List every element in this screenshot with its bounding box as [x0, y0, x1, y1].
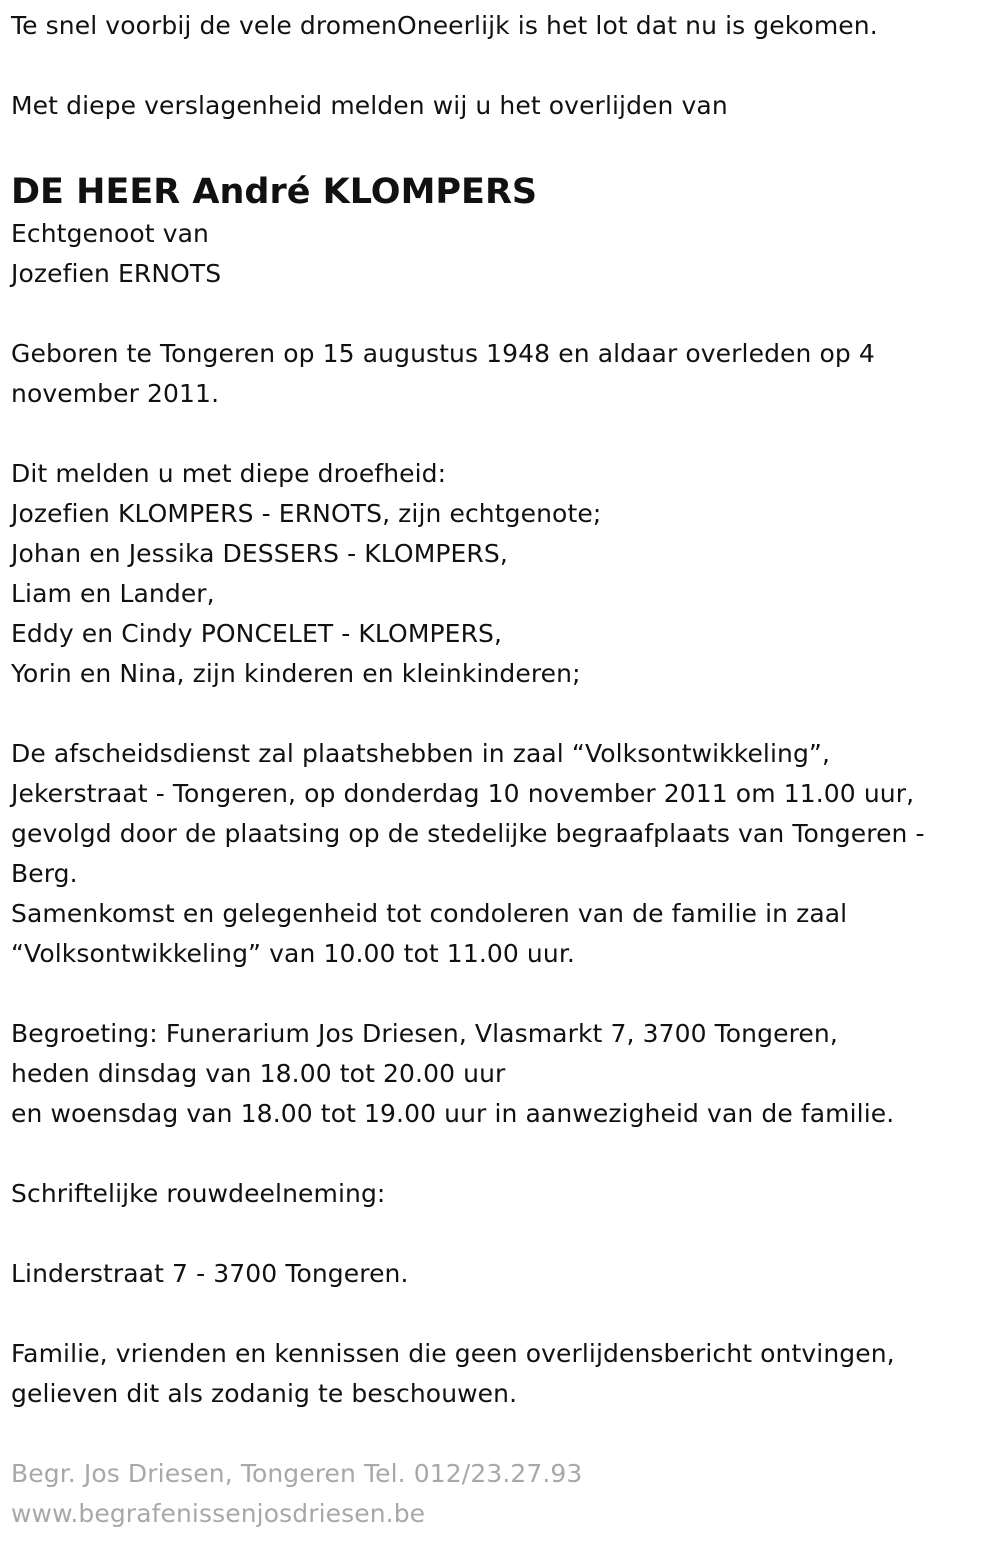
condolence-label: Schriftelijke rouwdeelneming: — [11, 1179, 386, 1208]
notice-paragraph — [11, 1334, 991, 1414]
paragraph-line: gevolgd door de plaatsing op de stedelijke begraafplaats van Tongeren - — [11, 819, 925, 848]
family-intro: Dit melden u met diepe droefheid: — [11, 459, 447, 488]
family-member: Yorin en Nina, zijn kinderen en kleinkinderen; — [11, 659, 581, 688]
intro-poem: Te snel voorbij de vele dromenOneerlijk is het lot dat nu is gekomen. — [11, 11, 878, 40]
spacer — [11, 126, 991, 166]
spacer — [11, 1214, 991, 1254]
spacer — [11, 974, 991, 1014]
spouse-name: Jozefien ERNOTS — [11, 259, 222, 288]
condolence-address: Linderstraat 7 - 3700 Tongeren. — [11, 1259, 409, 1288]
family-member: Johan en Jessika DESSERS - KLOMPERS, — [11, 539, 508, 568]
paragraph-line: Begroeting: Funerarium Jos Driesen, Vlasmarkt 7, 3700 Tongeren, — [11, 1019, 838, 1048]
spacer — [11, 694, 991, 734]
paragraph-line: Jekerstraat - Tongeren, op donderdag 10 november 2011 om 11.00 uur, — [11, 779, 915, 808]
website-link[interactable]: www.begrafenissenjosdriesen.be — [11, 1499, 426, 1528]
undertaker-info: Begr. Jos Driesen, Tongeren Tel. 012/23.27.93 — [11, 1459, 583, 1488]
footer — [11, 1454, 991, 1534]
paragraph-line: Berg. — [11, 859, 78, 888]
paragraph-line: heden dinsdag van 18.00 tot 20.00 uur — [11, 1059, 506, 1088]
spacer — [11, 414, 991, 454]
relation-label: Echtgenoot van — [11, 219, 209, 248]
spacer — [11, 1134, 991, 1174]
visitation-paragraph — [11, 1014, 991, 1134]
spacer — [11, 46, 991, 86]
spacer — [11, 1414, 991, 1454]
paragraph-line: Familie, vrienden en kennissen die geen overlijdensbericht ontvingen, — [11, 1339, 895, 1368]
service-paragraph — [11, 734, 991, 974]
birth-death-paragraph — [11, 334, 991, 414]
family-member: Jozefien KLOMPERS - ERNOTS, zijn echtgenote; — [11, 499, 602, 528]
family-member: Eddy en Cindy PONCELET - KLOMPERS, — [11, 619, 503, 648]
deceased-name: DE HEER André KLOMPERS — [11, 172, 538, 212]
paragraph-line: Samenkomst en gelegenheid tot condoleren van de familie in zaal — [11, 899, 848, 928]
paragraph-line: gelieven dit als zodanig te beschouwen. — [11, 1379, 518, 1408]
paragraph-line: “Volksontwikkeling” van 10.00 tot 11.00 uur. — [11, 939, 575, 968]
obituary-document — [11, 6, 991, 1534]
announcement-text: Met diepe verslagenheid melden wij u het overlijden van — [11, 91, 728, 120]
paragraph-line: Geboren te Tongeren op 15 augustus 1948 en aldaar overleden op 4 — [11, 339, 875, 368]
paragraph-line: november 2011. — [11, 379, 220, 408]
paragraph-line: en woensdag van 18.00 tot 19.00 uur in aanwezigheid van de familie. — [11, 1099, 895, 1128]
family-member: Liam en Lander, — [11, 579, 215, 608]
spacer — [11, 294, 991, 334]
paragraph-line: De afscheidsdienst zal plaatshebben in zaal “Volksontwikkeling”, — [11, 739, 831, 768]
family-list — [11, 454, 991, 694]
spacer — [11, 1294, 991, 1334]
